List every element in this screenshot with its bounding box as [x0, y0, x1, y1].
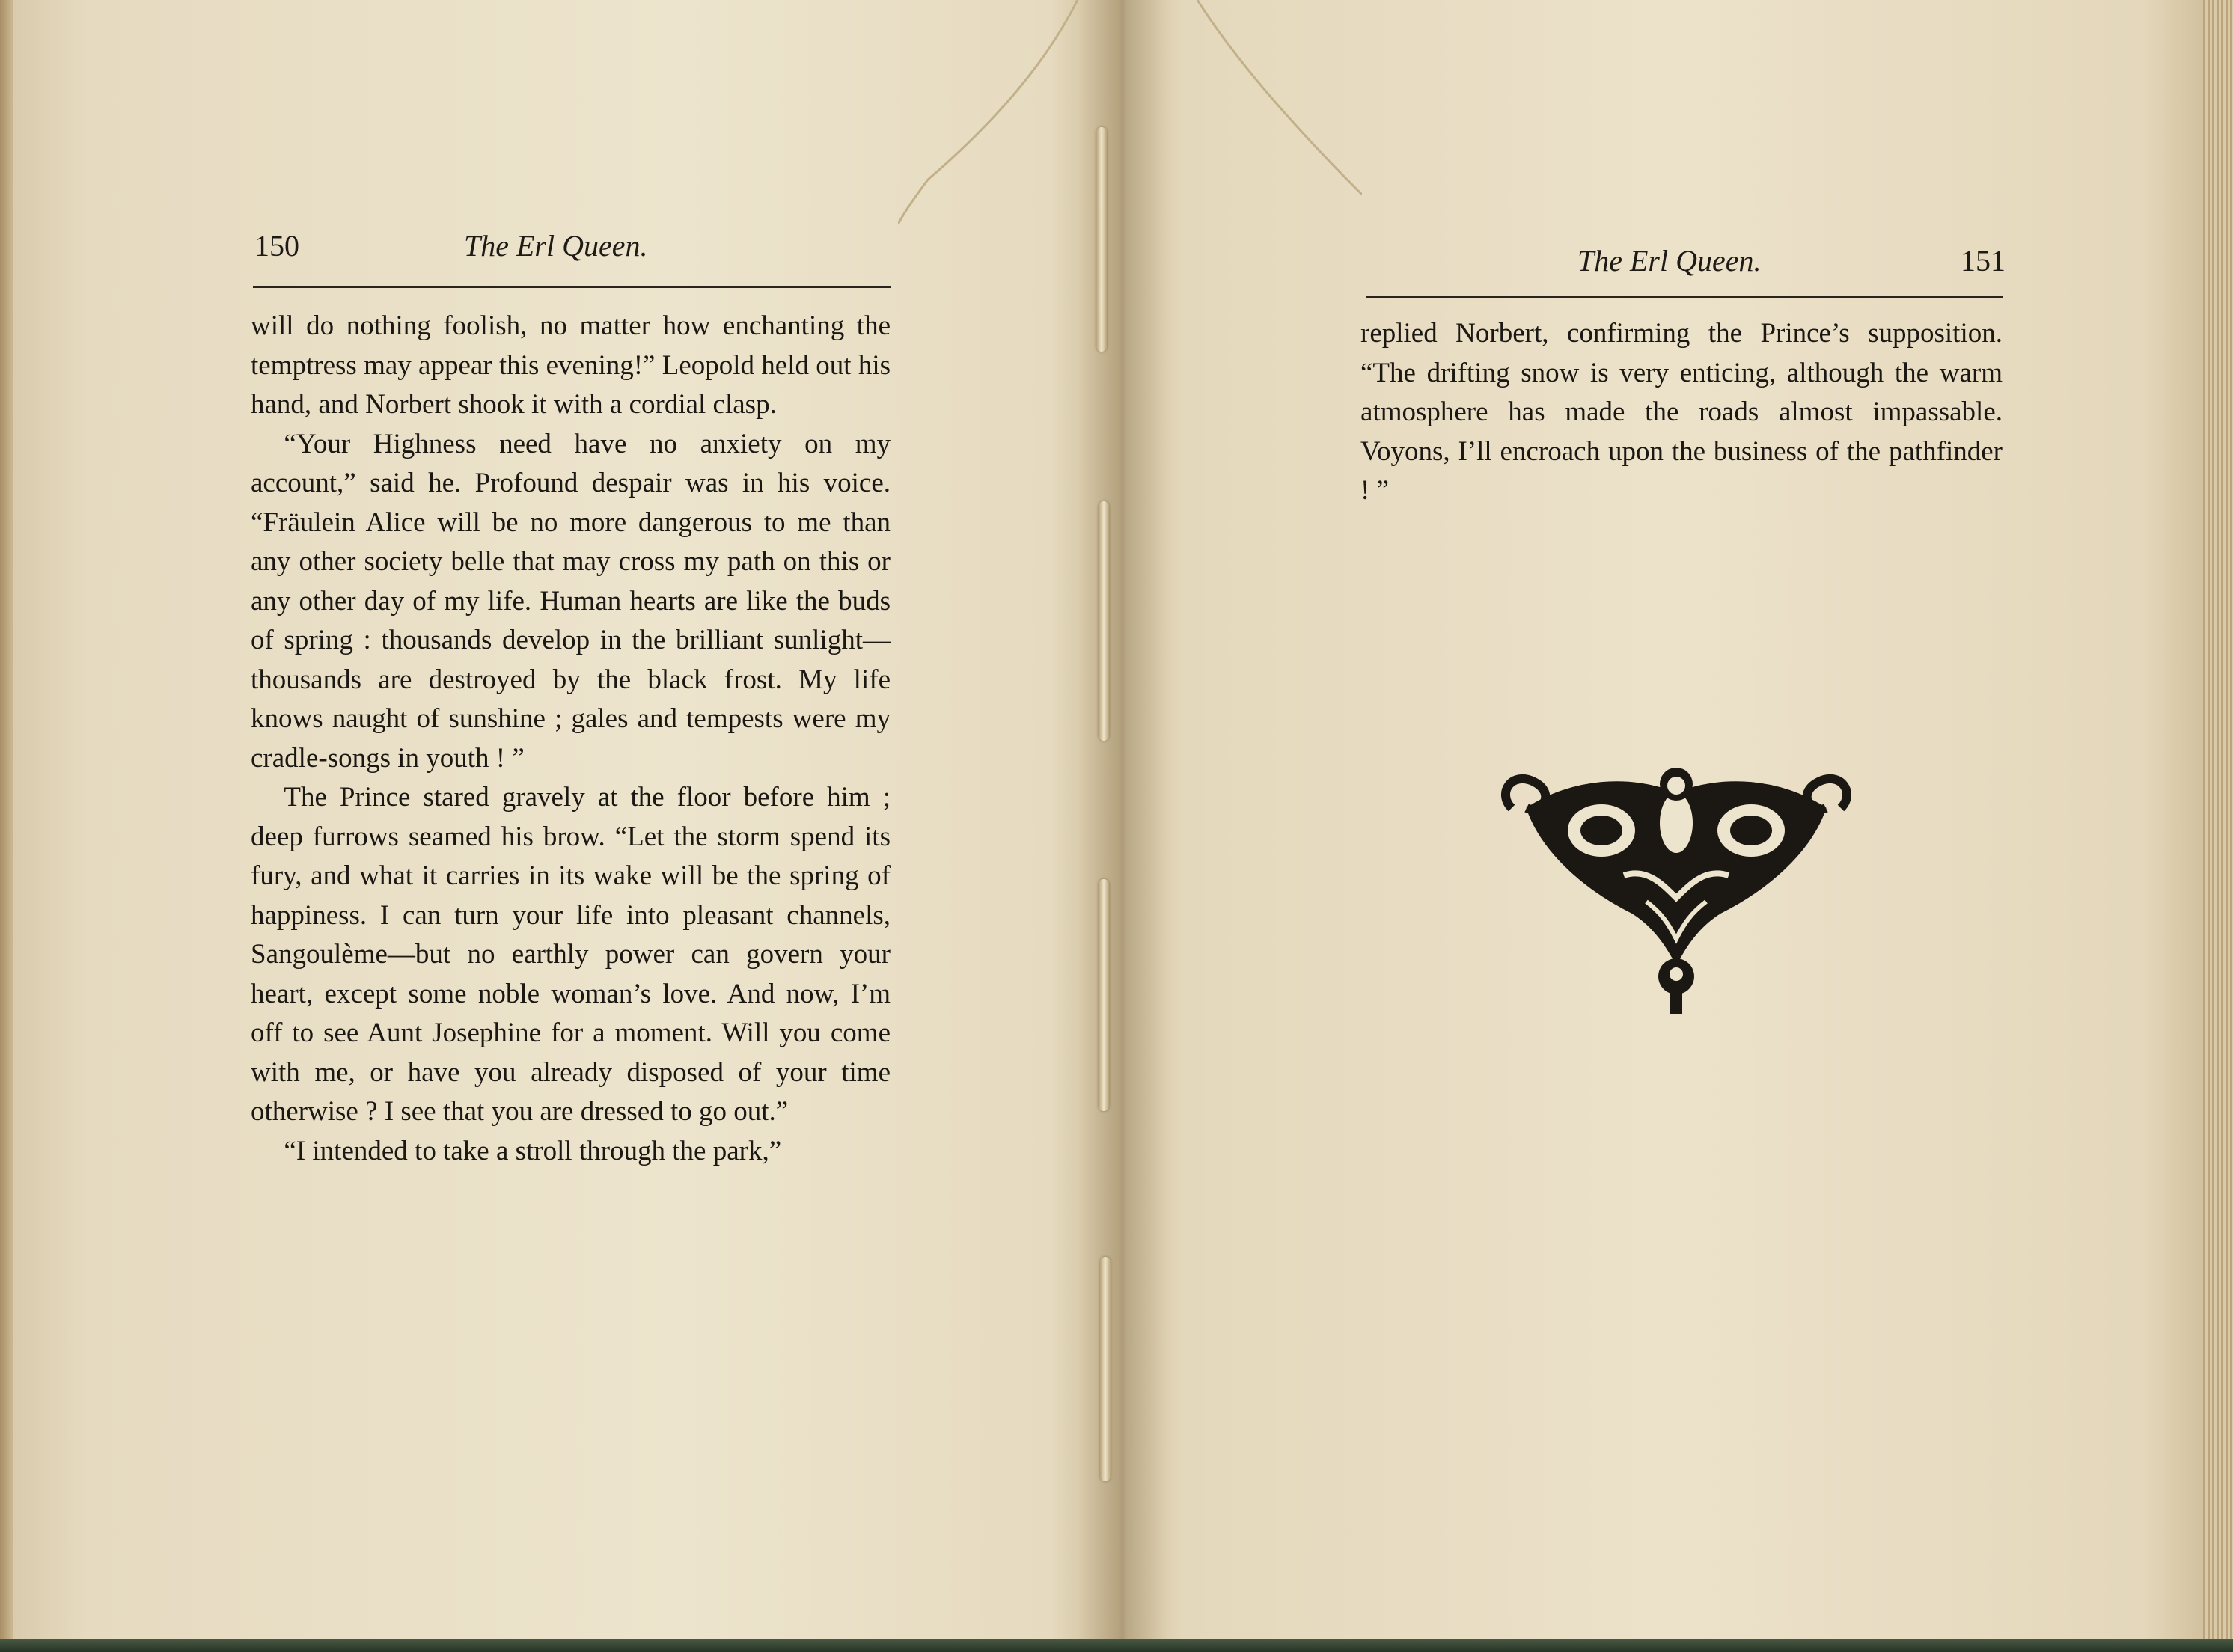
book-cover-edge: [0, 1639, 2233, 1652]
left-page-edge: [0, 0, 13, 1652]
left-page-number: 150: [254, 229, 299, 263]
paragraph: “Your Highness need have no anxiety on my account,” said he. Profound despair was in his voice. “Fräulein Alice will be no more dangerous to me than any other society belle that may cross my path on this or any other day of my life. Human hearts are like the buds of spring : thousands develop in the brilliant sunlight—thousands are destroyed by the black frost. My life knows naught of sunshine ; gales and tempests were my cradle-songs in youth ! ”: [251, 428, 891, 774]
paragraph: The Prince stared gravely at the floor before him ; deep furrows seamed his brow. “Let the storm spend its fury, and what it carries in its wake will be the spring of happiness. I can turn your life into pleasant channels, Sangoulème—but no earthly power can govern your heart, except some noble woman’s love. And now, I’m off to see Aunt Josephine for a moment. Will you come with me, or have you already disposed of your time otherwise ? I see that you are dressed to go out.”: [251, 782, 891, 1127]
binding-stitch: [1099, 501, 1109, 741]
right-header-rule: [1366, 296, 2003, 298]
left-page-body: [251, 307, 891, 1171]
left-running-title: The Erl Queen.: [464, 229, 648, 263]
right-page-body: [1360, 314, 2003, 511]
right-page-number: 151: [1961, 244, 2006, 278]
paragraph: “I intended to take a stroll through the park,”: [284, 1135, 782, 1166]
binding-stitch: [1100, 1257, 1111, 1481]
paragraph: replied Norbert, confirming the Prince’s supposition. “The drifting snow is very enticing, although the warm atmosphere has made the roads almost impassable. Voyons, I’ll encroach upon the business of the pathfinder ! ”: [1360, 318, 2003, 506]
right-running-title: The Erl Queen.: [1577, 244, 1762, 278]
right-page-edges: [2203, 0, 2233, 1652]
left-header-rule: [253, 286, 891, 288]
page-crease: [898, 0, 1362, 314]
paragraph: will do nothing foolish, no matter how enchanting the temptress may appear this evening!” Leopold held out his hand, and Norbert shook it with a cordial clasp.: [251, 310, 891, 420]
tailpiece-ornament-icon: [1497, 763, 1856, 1025]
binding-stitch: [1099, 879, 1109, 1111]
